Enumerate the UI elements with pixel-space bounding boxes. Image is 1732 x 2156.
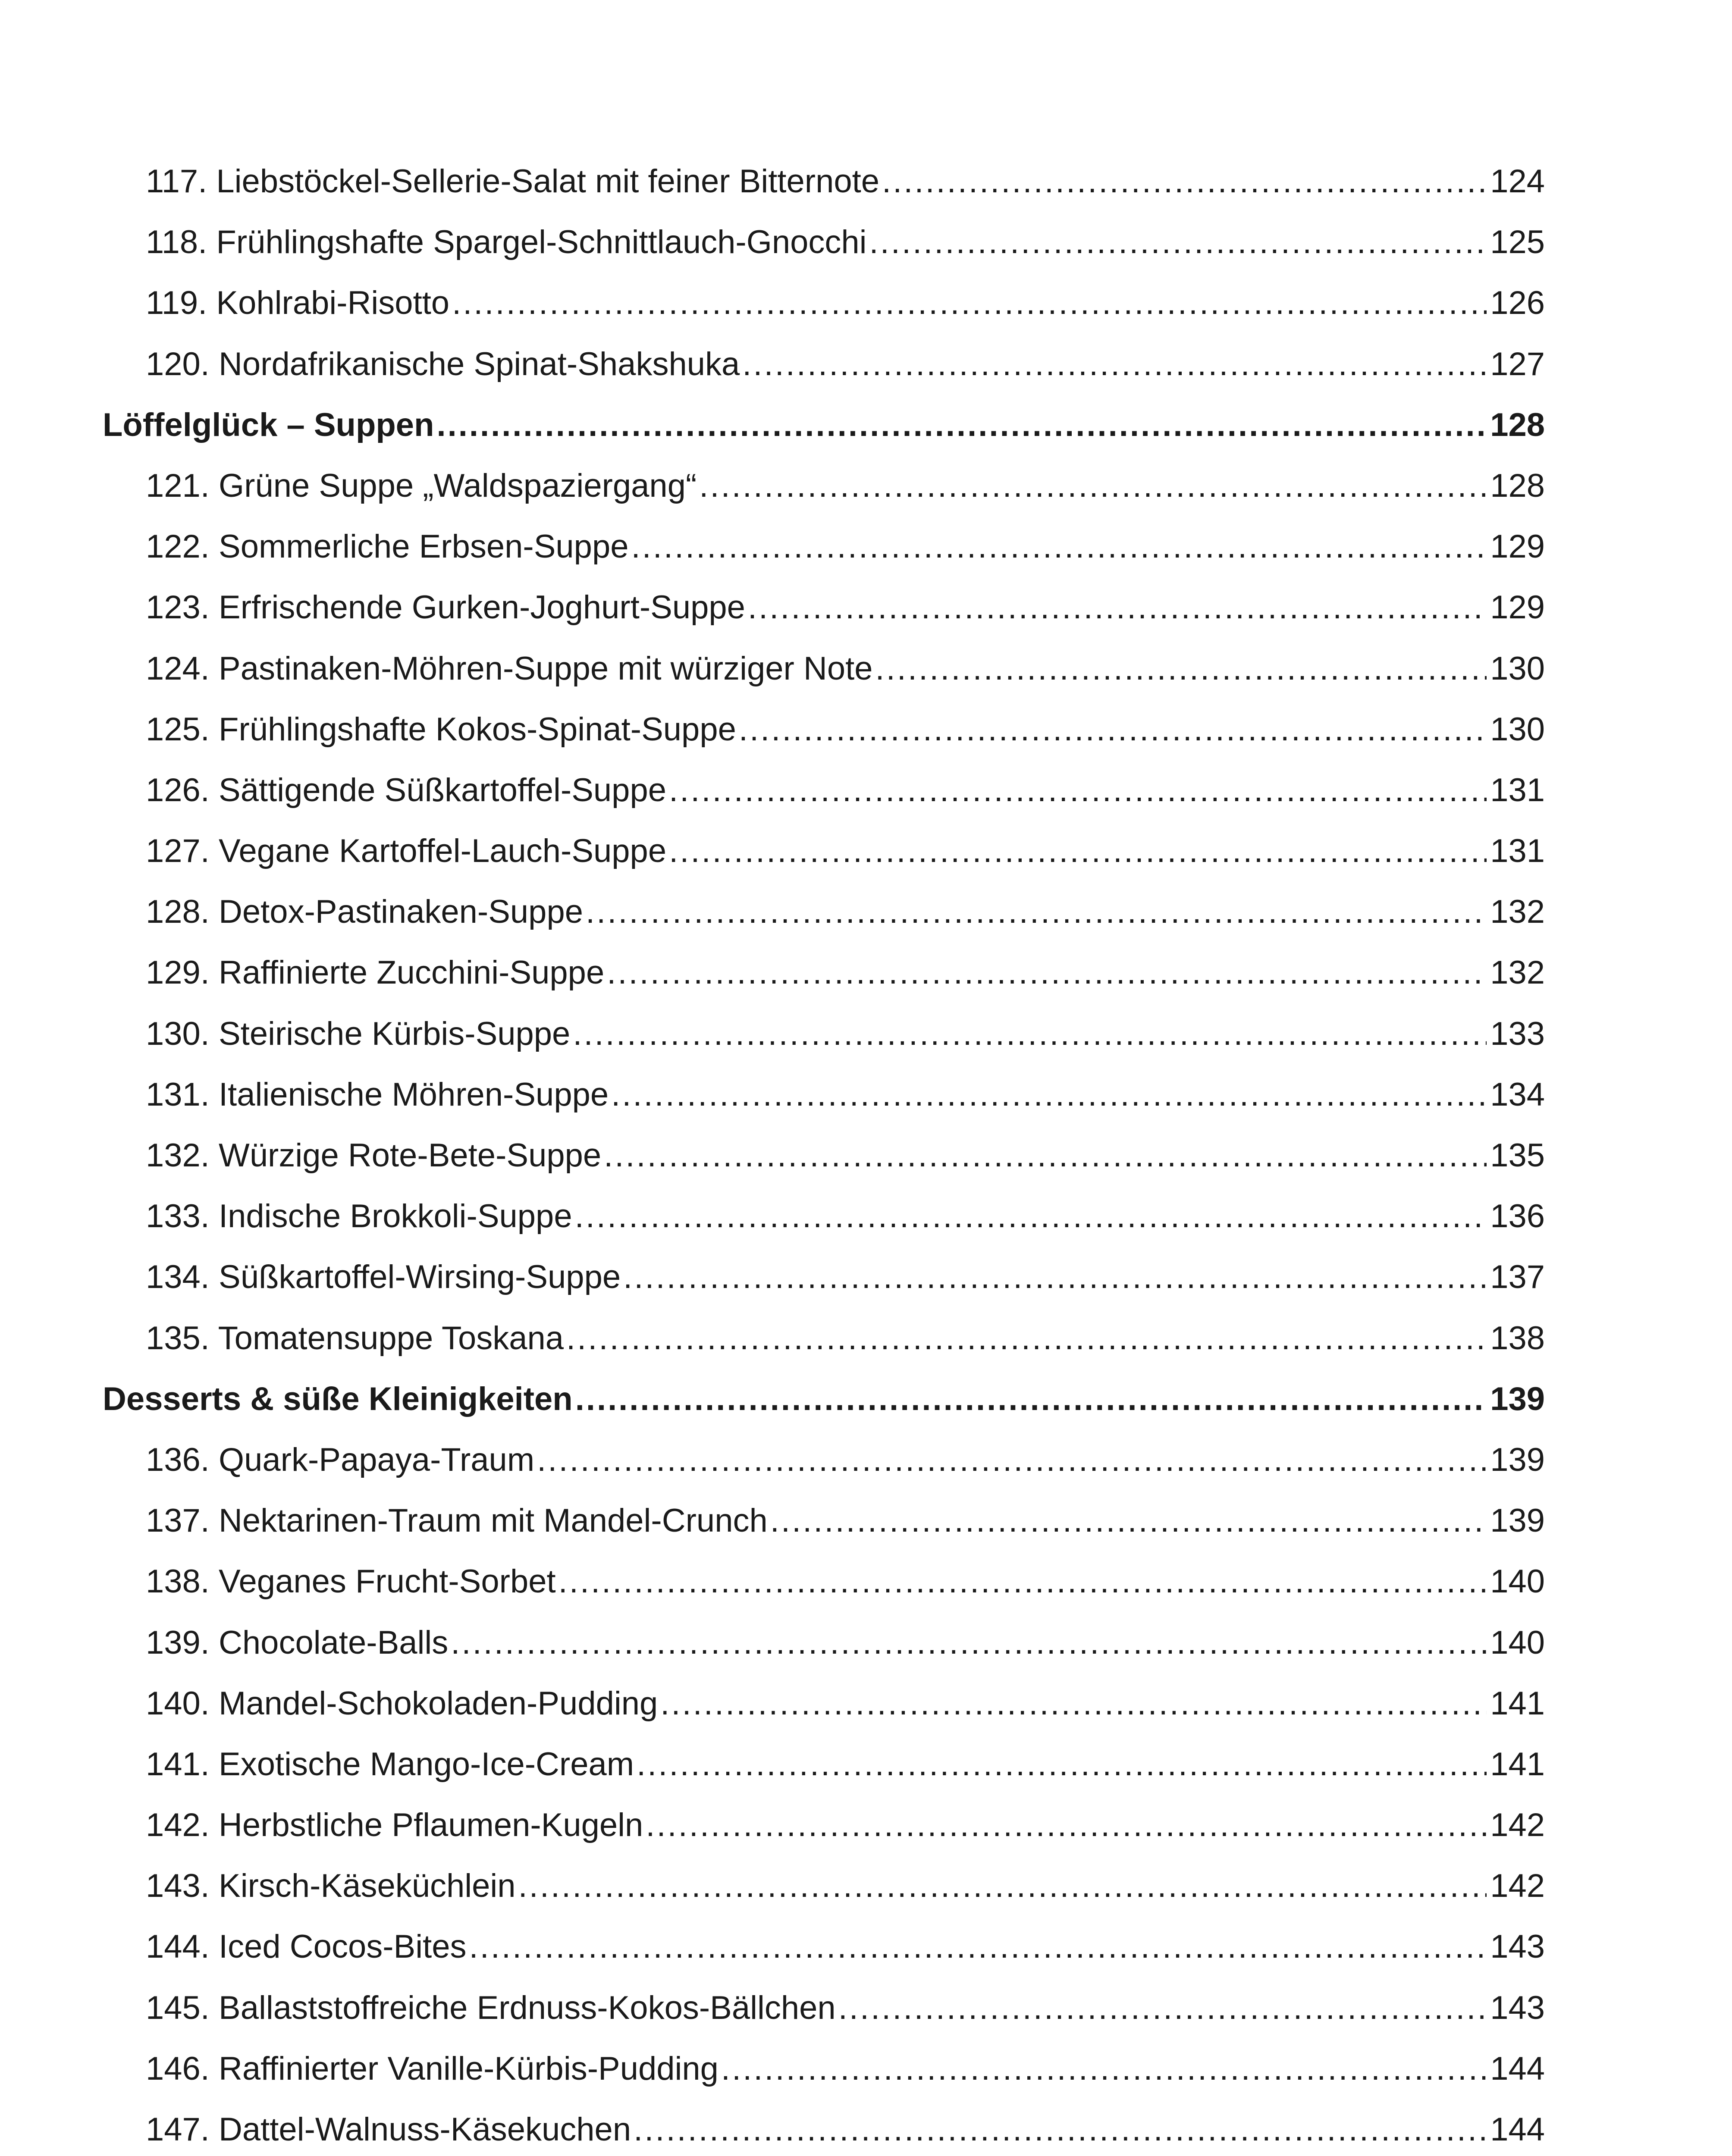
toc-entry (103, 1734, 1545, 1795)
toc-dot-leader (739, 699, 1487, 760)
toc-dot-leader (875, 638, 1487, 699)
toc-entry (103, 1186, 1545, 1247)
toc-entry-title: 120. Nordafrikanische Spinat-Shakshuka (146, 345, 740, 382)
toc-entry (103, 1003, 1545, 1064)
toc-page-number: 141 (1490, 1685, 1545, 1722)
toc-entry-title: 124. Pastinaken-Möhren-Suppe mit würziger Note (146, 650, 873, 687)
toc-dot-leader (575, 1186, 1487, 1247)
toc-entry-title: 117. Liebstöckel-Sellerie-Salat mit feiner Bitternote (146, 163, 879, 200)
toc-entry (103, 2099, 1545, 2156)
toc-entry (103, 1795, 1545, 1855)
toc-dot-leader (646, 1795, 1487, 1855)
toc-section-heading (103, 395, 1545, 455)
toc-page-number: 136 (1490, 1198, 1545, 1235)
toc-entry (103, 942, 1545, 1003)
toc-entry (103, 1551, 1545, 1612)
toc-page-number: 128 (1490, 406, 1545, 443)
toc-entry-title: 144. Iced Cocos-Bites (146, 1928, 467, 1965)
toc-page-number: 137 (1490, 1259, 1545, 1296)
toc-entry-title: 133. Indische Brokkoli-Suppe (146, 1198, 572, 1235)
toc-entry-title: 141. Exotische Mango-Ice-Cream (146, 1745, 634, 1783)
toc-page-number: 131 (1490, 771, 1545, 808)
toc-page-number: 135 (1490, 1137, 1545, 1174)
toc-page-number: 129 (1490, 528, 1545, 565)
toc-dot-leader (669, 760, 1487, 821)
toc-page-number: 139 (1490, 1441, 1545, 1478)
toc-dot-leader (634, 2099, 1487, 2156)
toc-entry (103, 1916, 1545, 1977)
toc-page-number: 124 (1490, 163, 1545, 200)
toc-entry-title: Löffelglück – Suppen (103, 406, 434, 443)
toc-dot-leader (604, 1125, 1487, 1186)
toc-entry-title: 122. Sommerliche Erbsen-Suppe (146, 528, 629, 565)
toc-page-number: 144 (1490, 2111, 1545, 2148)
toc-dot-leader (607, 942, 1487, 1003)
toc-dot-leader (575, 1369, 1487, 1429)
toc-entry (103, 455, 1545, 516)
toc-dot-leader (869, 212, 1487, 273)
toc-dot-leader (882, 151, 1487, 212)
toc-dot-leader (721, 2038, 1487, 2099)
toc-entry-title: 136. Quark-Papaya-Traum (146, 1441, 535, 1478)
toc-entry-title: 119. Kohlrabi-Risotto (146, 285, 450, 322)
toc-entry-title: 147. Dattel-Walnuss-Käsekuchen (146, 2111, 631, 2148)
toc-entry (103, 334, 1545, 395)
toc-entry-title: 138. Veganes Frucht-Sorbet (146, 1563, 556, 1600)
toc-dot-leader (742, 334, 1487, 395)
toc-page-number: 126 (1490, 285, 1545, 322)
toc-entry (103, 212, 1545, 273)
toc-page-number: 129 (1490, 589, 1545, 626)
toc-dot-leader (537, 1429, 1487, 1490)
toc-page-number: 131 (1490, 833, 1545, 870)
toc-dot-leader (631, 516, 1487, 577)
toc-page-number: 142 (1490, 1807, 1545, 1844)
toc-entry-title: 130. Steirische Kürbis-Suppe (146, 1015, 571, 1052)
toc-page-number: 138 (1490, 1319, 1545, 1357)
toc-page-number: 143 (1490, 1989, 1545, 2026)
toc-entry (103, 1855, 1545, 1916)
toc-entry (103, 1247, 1545, 1307)
toc-entry (103, 516, 1545, 577)
toc-entry-title: 145. Ballaststoffreiche Erdnuss-Kokos-Bällchen (146, 1989, 836, 2026)
toc-page-number: 140 (1490, 1563, 1545, 1600)
toc-dot-leader (573, 1003, 1487, 1064)
toc-entry-title: 129. Raffinierte Zucchini-Suppe (146, 954, 605, 991)
toc-entry (103, 1064, 1545, 1125)
toc-entry-title: 125. Frühlingshafte Kokos-Spinat-Suppe (146, 711, 736, 748)
toc-page-number: 143 (1490, 1928, 1545, 1965)
toc-page-number: 141 (1490, 1745, 1545, 1783)
toc-page-number: 128 (1490, 467, 1545, 504)
toc-dot-leader (451, 1612, 1487, 1673)
toc-page-number: 140 (1490, 1624, 1545, 1661)
toc-dot-leader (586, 881, 1487, 942)
toc-page-number: 134 (1490, 1076, 1545, 1113)
toc-dot-leader (452, 273, 1487, 333)
toc-entry-title: 137. Nektarinen-Traum mit Mandel-Crunch (146, 1502, 768, 1539)
toc-dot-leader (518, 1855, 1487, 1916)
toc-entry-title: 135. Tomatensuppe Toskana (146, 1319, 564, 1357)
toc-dot-leader (838, 1977, 1487, 2038)
toc-entry-title: 123. Erfrischende Gurken-Joghurt-Suppe (146, 589, 745, 626)
toc-entry-title: 127. Vegane Kartoffel-Lauch-Suppe (146, 833, 667, 870)
toc-entry-title: 121. Grüne Suppe „Waldspaziergang“ (146, 467, 697, 504)
toc-entry-title: 143. Kirsch-Käseküchlein (146, 1868, 516, 1905)
toc-entry (103, 1673, 1545, 1734)
toc-entry (103, 1977, 1545, 2038)
toc-page-number: 139 (1490, 1502, 1545, 1539)
toc-section-heading (103, 1369, 1545, 1429)
toc-entry-title: 118. Frühlingshafte Spargel-Schnittlauch-Gnocchi (146, 224, 867, 261)
toc-page-number: 142 (1490, 1868, 1545, 1905)
toc-entry (103, 638, 1545, 699)
toc-dot-leader (770, 1490, 1487, 1551)
toc-dot-leader (611, 1064, 1487, 1125)
toc-entry-title: 131. Italienische Möhren-Suppe (146, 1076, 609, 1113)
toc-entry (103, 1612, 1545, 1673)
toc-entry-title: 142. Herbstliche Pflaumen-Kugeln (146, 1807, 643, 1844)
toc-entry (103, 2038, 1545, 2099)
table-of-contents (103, 151, 1545, 2156)
toc-entry (103, 1429, 1545, 1490)
toc-entry-title: 132. Würzige Rote-Bete-Suppe (146, 1137, 602, 1174)
toc-dot-leader (660, 1673, 1487, 1734)
toc-entry (103, 577, 1545, 638)
toc-page-number: 133 (1490, 1015, 1545, 1052)
toc-entry-title: 146. Raffinierter Vanille-Kürbis-Pudding (146, 2050, 719, 2087)
toc-dot-leader (559, 1551, 1487, 1612)
toc-dot-leader (566, 1308, 1487, 1369)
toc-entry (103, 821, 1545, 881)
toc-entry-title: 134. Süßkartoffel-Wirsing-Suppe (146, 1259, 621, 1296)
toc-page-number: 130 (1490, 650, 1545, 687)
toc-page-number: 132 (1490, 954, 1545, 991)
toc-entry (103, 760, 1545, 821)
toc-entry (103, 1490, 1545, 1551)
toc-entry (103, 1308, 1545, 1369)
toc-page-number: 132 (1490, 893, 1545, 931)
toc-page-number: 125 (1490, 224, 1545, 261)
toc-dot-leader (699, 455, 1487, 516)
toc-dot-leader (637, 1734, 1487, 1795)
toc-dot-leader (748, 577, 1487, 638)
toc-entry-title: 140. Mandel-Schokoladen-Pudding (146, 1685, 658, 1722)
toc-entry-title: 126. Sättigende Süßkartoffel-Suppe (146, 771, 666, 808)
toc-entry (103, 881, 1545, 942)
toc-entry (103, 273, 1545, 333)
toc-page-number: 144 (1490, 2050, 1545, 2087)
toc-dot-leader (669, 821, 1487, 881)
toc-entry (103, 151, 1545, 212)
toc-entry (103, 1125, 1545, 1186)
toc-dot-leader (469, 1916, 1487, 1977)
toc-entry (103, 699, 1545, 760)
toc-dot-leader (623, 1247, 1487, 1307)
toc-page-number: 127 (1490, 345, 1545, 382)
toc-entry-title: Desserts & süße Kleinigkeiten (103, 1380, 573, 1417)
toc-dot-leader (437, 395, 1487, 455)
toc-page-number: 130 (1490, 711, 1545, 748)
toc-page-number: 139 (1490, 1380, 1545, 1417)
toc-entry-title: 128. Detox-Pastinaken-Suppe (146, 893, 583, 931)
toc-entry-title: 139. Chocolate-Balls (146, 1624, 449, 1661)
